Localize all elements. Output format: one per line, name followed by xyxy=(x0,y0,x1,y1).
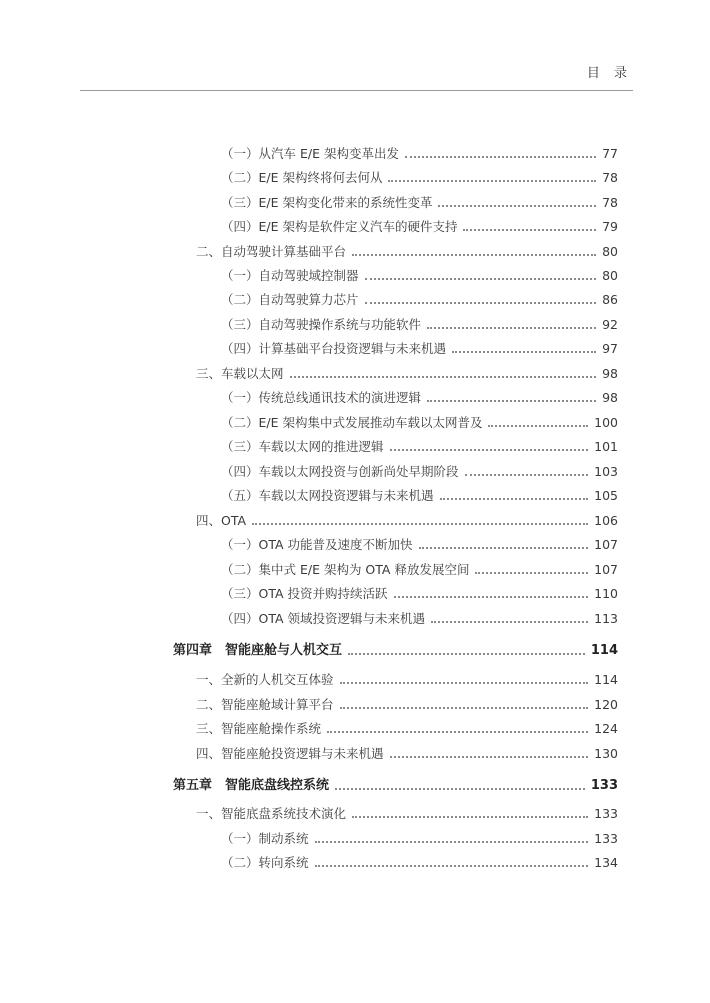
toc-entry-title: （二）集中式 E/E 架构为 OTA 释放发展空间 xyxy=(221,562,470,577)
toc-entry[interactable] xyxy=(221,413,618,433)
toc-entry-page: 78 xyxy=(602,195,618,210)
toc-entry-page: 107 xyxy=(594,562,618,577)
toc-section-page: 133 xyxy=(594,806,618,821)
dot-leader xyxy=(394,596,589,598)
toc-section[interactable] xyxy=(196,744,618,764)
toc-chapter[interactable] xyxy=(173,641,618,661)
toc-entry-title: （四）OTA 领域投资逻辑与未来机遇 xyxy=(221,611,426,626)
toc-entry-page: 97 xyxy=(602,341,618,356)
toc-entry-page: 134 xyxy=(594,855,618,870)
dot-leader xyxy=(335,788,585,790)
toc-entry-page: 105 xyxy=(594,488,618,503)
dot-leader xyxy=(405,156,596,158)
toc-entry-title: （一）OTA 功能普及速度不断加快 xyxy=(221,537,413,552)
toc-entry[interactable] xyxy=(221,290,618,310)
toc-entry-title: （四）车载以太网投资与创新尚处早期阶段 xyxy=(221,464,459,479)
toc-chapter-title: 第四章 智能座舱与人机交互 xyxy=(173,643,343,658)
toc-entry-title: （四）计算基础平台投资逻辑与未来机遇 xyxy=(221,341,447,356)
dot-leader xyxy=(352,254,596,256)
dot-leader xyxy=(452,351,596,353)
toc-entry-title: （二）转向系统 xyxy=(221,855,309,870)
toc-entry-page: 133 xyxy=(594,831,618,846)
toc-section-title: 三、智能座舱操作系统 xyxy=(196,721,322,736)
dot-leader xyxy=(431,621,588,623)
toc-section[interactable] xyxy=(196,804,618,824)
dot-leader xyxy=(388,180,596,182)
toc-entry[interactable] xyxy=(221,217,618,237)
dot-leader xyxy=(340,682,589,684)
toc-entry-title: （四）E/E 架构是软件定义汽车的硬件支持 xyxy=(221,219,458,234)
dot-leader xyxy=(390,756,589,758)
toc-entry[interactable] xyxy=(221,266,618,286)
toc-section-page: 106 xyxy=(594,513,618,528)
toc-entry[interactable] xyxy=(221,535,618,555)
dot-leader xyxy=(488,425,588,427)
toc-entry-title: （一）自动驾驶域控制器 xyxy=(221,268,359,283)
dot-leader xyxy=(419,547,589,549)
dot-leader xyxy=(365,278,596,280)
toc-entry[interactable] xyxy=(221,193,618,213)
toc-entry-title: （三）OTA 投资并购持续活跃 xyxy=(221,586,388,601)
toc-entry-title: （二）E/E 架构终将何去何从 xyxy=(221,170,383,185)
toc-section-title: 四、OTA xyxy=(196,513,247,528)
toc-entry-page: 79 xyxy=(602,219,618,234)
toc-entry-page: 101 xyxy=(594,439,618,454)
toc-entry[interactable] xyxy=(221,462,618,482)
toc-entry[interactable] xyxy=(221,339,618,359)
toc-entry[interactable] xyxy=(221,486,618,506)
toc-entry-page: 92 xyxy=(602,317,618,332)
dot-leader xyxy=(440,498,589,500)
dot-leader xyxy=(290,376,596,378)
toc-entry-page: 86 xyxy=(602,292,618,307)
dot-leader xyxy=(463,229,596,231)
toc-entry[interactable] xyxy=(221,584,618,604)
toc-section-title: 三、车载以太网 xyxy=(196,366,284,381)
dot-leader xyxy=(315,865,589,867)
dot-leader xyxy=(252,523,588,525)
toc-entry-title: （三）自动驾驶操作系统与功能软件 xyxy=(221,317,422,332)
toc-entry[interactable] xyxy=(221,315,618,335)
dot-leader xyxy=(465,474,589,476)
toc-section[interactable] xyxy=(196,719,618,739)
dot-leader xyxy=(348,653,585,655)
toc-section[interactable] xyxy=(196,670,618,690)
dot-leader xyxy=(365,302,596,304)
toc-entry[interactable] xyxy=(221,388,618,408)
toc-chapter-page: 133 xyxy=(590,778,618,793)
toc-entry-page: 98 xyxy=(602,390,618,405)
toc-entry-page: 77 xyxy=(602,146,618,161)
toc-entry-page: 100 xyxy=(594,415,618,430)
toc-entry-page: 80 xyxy=(602,268,618,283)
toc-entry-title: （一）传统总线通讯技术的演进逻辑 xyxy=(221,390,422,405)
toc-section-title: 四、智能座舱投资逻辑与未来机遇 xyxy=(196,746,384,761)
header-divider xyxy=(80,90,633,91)
toc-chapter[interactable] xyxy=(173,776,618,796)
toc-entry[interactable] xyxy=(221,144,618,164)
toc-section-title: 二、智能座舱域计算平台 xyxy=(196,697,334,712)
toc-section-title: 二、自动驾驶计算基础平台 xyxy=(196,244,347,259)
toc-chapter-page: 114 xyxy=(590,643,618,658)
dot-leader xyxy=(475,572,588,574)
toc-entry[interactable] xyxy=(221,829,618,849)
toc-section[interactable] xyxy=(196,511,618,531)
toc-entry-title: （三）车载以太网的推进逻辑 xyxy=(221,439,384,454)
dot-leader xyxy=(390,449,589,451)
dot-leader xyxy=(438,205,596,207)
toc-entry-title: （三）E/E 架构变化带来的系统性变革 xyxy=(221,195,433,210)
dot-leader xyxy=(352,816,588,818)
toc-section-page: 130 xyxy=(594,746,618,761)
toc-entry-page: 113 xyxy=(594,611,618,626)
toc-entry[interactable] xyxy=(221,609,618,629)
dot-leader xyxy=(315,841,589,843)
dot-leader xyxy=(427,400,596,402)
toc-entry-page: 103 xyxy=(594,464,618,479)
toc-entry[interactable] xyxy=(221,437,618,457)
toc-entry-page: 110 xyxy=(594,586,618,601)
toc-entry-title: （一）从汽车 E/E 架构变革出发 xyxy=(221,146,399,161)
toc-entry-title: （五）车载以太网投资逻辑与未来机遇 xyxy=(221,488,434,503)
toc-section-page: 114 xyxy=(594,672,618,687)
toc-section[interactable] xyxy=(196,695,618,715)
dot-leader xyxy=(327,731,588,733)
toc-entry-title: （一）制动系统 xyxy=(221,831,309,846)
dot-leader xyxy=(427,327,596,329)
toc-entry-title: （二）自动驾驶算力芯片 xyxy=(221,292,359,307)
toc-entry[interactable] xyxy=(221,168,618,188)
toc-section[interactable] xyxy=(196,242,618,262)
toc-section-page: 120 xyxy=(594,697,618,712)
toc-section[interactable] xyxy=(196,364,618,384)
toc-entry-title: （二）E/E 架构集中式发展推动车载以太网普及 xyxy=(221,415,483,430)
toc-entry-page: 107 xyxy=(594,537,618,552)
toc-section-page: 80 xyxy=(602,244,618,259)
toc-entry[interactable] xyxy=(221,560,618,580)
toc-section-title: 一、全新的人机交互体验 xyxy=(196,672,334,687)
dot-leader xyxy=(340,707,589,709)
toc-section-page: 98 xyxy=(602,366,618,381)
running-header-title: 目 录 xyxy=(586,66,632,81)
toc-entry[interactable] xyxy=(221,853,618,873)
toc-section-title: 一、智能底盘系统技术演化 xyxy=(196,806,347,821)
toc-chapter-title: 第五章 智能底盘线控系统 xyxy=(173,778,330,793)
toc-section-page: 124 xyxy=(594,721,618,736)
toc-entry-page: 78 xyxy=(602,170,618,185)
